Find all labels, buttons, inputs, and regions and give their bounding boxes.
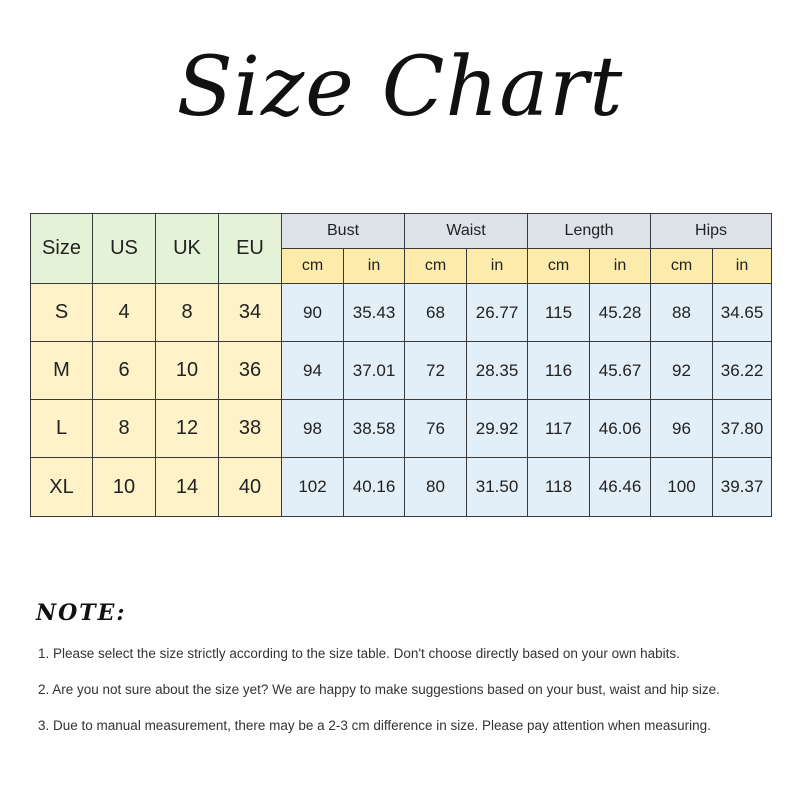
note-item: 1. Please select the size strictly according to the size table. Don't choose directly based on your own habits.	[38, 646, 680, 661]
header-size: Size	[31, 214, 93, 284]
cell-waist-in: 28.35	[467, 342, 528, 400]
cell-us: 8	[93, 400, 156, 458]
cell-uk: 8	[156, 284, 219, 342]
unit-header: cm	[528, 249, 590, 284]
cell-length-in: 46.06	[590, 400, 651, 458]
unit-header: cm	[405, 249, 467, 284]
cell-waist-cm: 68	[405, 284, 467, 342]
cell-waist-cm: 76	[405, 400, 467, 458]
cell-us: 6	[93, 342, 156, 400]
cell-bust-in: 40.16	[344, 458, 405, 517]
cell-uk: 12	[156, 400, 219, 458]
note-item: 3. Due to manual measurement, there may be a 2-3 cm difference in size. Please pay attention when measuring.	[38, 718, 711, 733]
cell-bust-cm: 90	[282, 284, 344, 342]
cell-size: XL	[31, 458, 93, 517]
cell-bust-cm: 98	[282, 400, 344, 458]
cell-uk: 14	[156, 458, 219, 517]
cell-bust-cm: 102	[282, 458, 344, 517]
cell-bust-in: 38.58	[344, 400, 405, 458]
cell-hips-cm: 92	[651, 342, 713, 400]
header-row-groups	[31, 214, 772, 249]
cell-waist-in: 26.77	[467, 284, 528, 342]
unit-header: in	[344, 249, 405, 284]
cell-us: 4	[93, 284, 156, 342]
cell-eu: 40	[219, 458, 282, 517]
page-title: Size Chart	[176, 40, 624, 135]
header-uk: UK	[156, 214, 219, 284]
cell-waist-in: 31.50	[467, 458, 528, 517]
unit-header: in	[590, 249, 651, 284]
table-row	[31, 458, 772, 517]
cell-bust-in: 35.43	[344, 284, 405, 342]
cell-uk: 10	[156, 342, 219, 400]
cell-length-in: 45.28	[590, 284, 651, 342]
cell-length-in: 46.46	[590, 458, 651, 517]
table-row	[31, 342, 772, 400]
cell-eu: 38	[219, 400, 282, 458]
cell-length-cm: 116	[528, 342, 590, 400]
table-row	[31, 284, 772, 342]
unit-header: cm	[282, 249, 344, 284]
cell-size: M	[31, 342, 93, 400]
cell-length-cm: 115	[528, 284, 590, 342]
cell-hips-cm: 96	[651, 400, 713, 458]
cell-eu: 34	[219, 284, 282, 342]
cell-length-cm: 117	[528, 400, 590, 458]
cell-hips-cm: 88	[651, 284, 713, 342]
cell-hips-in: 39.37	[713, 458, 772, 517]
cell-eu: 36	[219, 342, 282, 400]
unit-header: in	[467, 249, 528, 284]
cell-hips-cm: 100	[651, 458, 713, 517]
table-row	[31, 400, 772, 458]
cell-size: L	[31, 400, 93, 458]
unit-header: in	[713, 249, 772, 284]
cell-hips-in: 34.65	[713, 284, 772, 342]
cell-waist-cm: 80	[405, 458, 467, 517]
header-bust: Bust	[282, 214, 405, 249]
cell-size: S	[31, 284, 93, 342]
cell-waist-in: 29.92	[467, 400, 528, 458]
note-item: 2. Are you not sure about the size yet? We are happy to make suggestions based on your bust, waist and hip size.	[38, 682, 720, 697]
cell-bust-in: 37.01	[344, 342, 405, 400]
header-eu: EU	[219, 214, 282, 284]
cell-hips-in: 37.80	[713, 400, 772, 458]
note-title: NOTE:	[36, 600, 127, 626]
unit-header: cm	[651, 249, 713, 284]
cell-waist-cm: 72	[405, 342, 467, 400]
header-waist: Waist	[405, 214, 528, 249]
size-table	[30, 213, 772, 517]
cell-us: 10	[93, 458, 156, 517]
header-hips: Hips	[651, 214, 772, 249]
cell-hips-in: 36.22	[713, 342, 772, 400]
cell-bust-cm: 94	[282, 342, 344, 400]
cell-length-cm: 118	[528, 458, 590, 517]
header-length: Length	[528, 214, 651, 249]
cell-length-in: 45.67	[590, 342, 651, 400]
header-us: US	[93, 214, 156, 284]
